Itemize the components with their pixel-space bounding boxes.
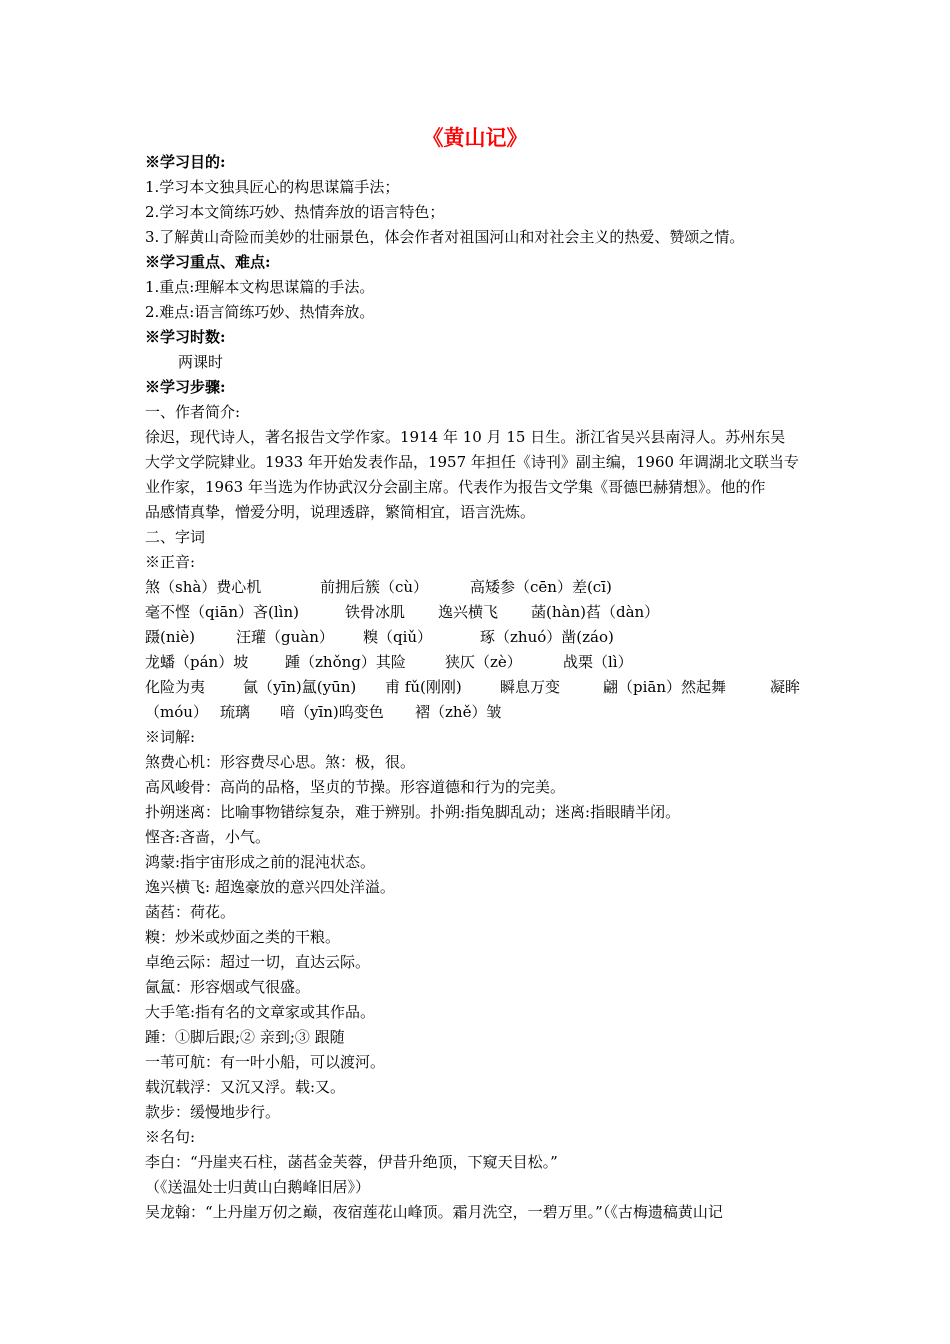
explanation-item: 菡萏：荷花。 xyxy=(145,903,236,921)
author-paragraph xyxy=(145,425,810,525)
pronunciation-row xyxy=(145,700,810,725)
pronunciation-entry: （móu） xyxy=(145,703,208,721)
pronunciation-entry: 踵（zhǒng）其险 xyxy=(285,653,406,671)
pronunciation-entry: 逸兴横飞 xyxy=(438,603,499,621)
hours-value: 两课时 xyxy=(178,353,224,371)
pronunciation-entry: 菡(hàn)萏（dàn） xyxy=(531,603,660,621)
pronunciation-entry: 前拥后簇（cù） xyxy=(320,578,429,596)
goal-item: 1.学习本文独具匠心的构思谋篇手法； xyxy=(145,178,400,196)
pronunciation-row xyxy=(145,575,810,600)
author-line: 徐迟，现代诗人，著名报告文学作家。1914 年 10 月 15 日生。浙江省吴兴县南浔人。苏州东吴 xyxy=(145,428,786,446)
explanation-item: 大手笔:指有名的文章家或其作品。 xyxy=(145,1003,376,1021)
pronunciation-entry: 凝眸 xyxy=(770,678,801,696)
explanation-item: 鸿蒙:指宇宙形成之前的混沌状态。 xyxy=(145,853,376,871)
words-heading: 二、字词 xyxy=(145,528,206,546)
pronunciation-entry: 毫不悭（qiān）吝(lìn) xyxy=(145,603,299,621)
pronunciation-entry: 褶（zhě）皱 xyxy=(415,703,502,721)
section-heading-goals: ※学习目的: xyxy=(145,153,226,171)
section-heading-hours: ※学习时数: xyxy=(145,328,226,346)
document-body xyxy=(145,150,810,1225)
explanation-heading: ※词解: xyxy=(145,728,196,746)
quote-line: 李白：“丹崖夹石柱，菡萏金芙蓉，伊昔升绝顶，下窥天目松。” xyxy=(145,1153,558,1171)
author-line: 大学文学院肄业。1933 年开始发表作品，1957 年担任《诗刊》副主编，1960 年调湖北文联当专 xyxy=(145,453,799,471)
pronunciation-row xyxy=(145,625,810,650)
pronunciation-heading: ※正音: xyxy=(145,553,196,571)
pronunciation-entry: 铁骨冰肌 xyxy=(345,603,406,621)
explanation-item: 煞费心机：形容费尽心思。煞：极，很。 xyxy=(145,753,416,771)
pronunciation-entry: 蹑(niè) xyxy=(145,628,196,646)
pronunciation-entry: 翩（piān）然起舞 xyxy=(603,678,727,696)
explanation-item: 卓绝云际：超过一切，直达云际。 xyxy=(145,953,371,971)
explanation-item: 踵：①脚后跟;② 亲到;③ 跟随 xyxy=(145,1028,345,1046)
author-heading: 一、作者简介: xyxy=(145,403,241,421)
quote-source: （《送温处士归黄山白鹅峰旧居》） xyxy=(145,1178,371,1196)
document-title: 《黄山记》 xyxy=(422,125,528,150)
pronunciation-entry: 喑（yīn)呜变色 xyxy=(280,703,384,721)
explanation-item: 一苇可航：有一叶小船，可以渡河。 xyxy=(145,1053,386,1071)
explanation-item: 悭吝:吝啬，小气。 xyxy=(145,828,271,846)
pronunciation-entry: 煞（shà）费心机 xyxy=(145,578,262,596)
pronunciation-entry: 化险为夷 xyxy=(145,678,206,696)
goal-item: 3.了解黄山奇险而美妙的壮丽景色，体会作者对祖国河山和对社会主义的热爱、赞颂之情。 xyxy=(145,228,745,246)
pronunciation-entry: 龙蟠（pán）坡 xyxy=(145,653,249,671)
focus-item: 1.重点:理解本文构思谋篇的手法。 xyxy=(145,278,375,296)
explanation-item: 氤氲：形容烟或气很盛。 xyxy=(145,978,311,996)
pronunciation-row xyxy=(145,675,810,700)
pronunciation-row xyxy=(145,650,810,675)
pronunciation-entry: 汪瓘（guàn） xyxy=(236,628,334,646)
explanation-item: 扑朔迷离：比喻事物错综复杂，难于辨别。扑朔:指兔脚乱动；迷离:指眼睛半闭。 xyxy=(145,803,681,821)
pronunciation-entry: 琢（zhuó）凿(záo) xyxy=(480,628,614,646)
pronunciation-entry: 瞬息万变 xyxy=(500,678,561,696)
pronunciation-entry: 甫 fǔ(刚刚) xyxy=(385,678,462,696)
pronunciation-row xyxy=(145,600,810,625)
explanation-item: 逸兴横飞: 超逸豪放的意兴四处洋溢。 xyxy=(145,878,395,896)
pronunciation-entry: 糗（qiǔ） xyxy=(363,628,433,646)
author-line: 业作家，1963 年当选为作协武汉分会副主席。代表作为报告文学集《哥德巴赫猜想》。他的作 xyxy=(145,478,766,496)
quote-line: 吴龙翰：“上丹崖万仞之巅，夜宿莲花山峰顶。霜月洗空，一碧万里。”（《古梅遗稿黄山记 xyxy=(145,1203,723,1221)
author-line: 品感情真挚，憎爱分明，说理透辟，繁简相宜，语言洗炼。 xyxy=(145,503,536,521)
pronunciation-entry: 高矮参（cēn）差(cī) xyxy=(470,578,612,596)
pronunciation-entry: 琉璃 xyxy=(220,703,251,721)
explanation-item: 高风峻骨：高尚的品格，坚贞的节操。形容道德和行为的完美。 xyxy=(145,778,566,796)
pronunciation-entry: 狭仄（zè） xyxy=(445,653,522,671)
explanation-item: 糗：炒米或炒面之类的干粮。 xyxy=(145,928,341,946)
explanation-item: 款步：缓慢地步行。 xyxy=(145,1103,281,1121)
section-heading-focus: ※学习重点、难点: xyxy=(145,253,271,271)
section-heading-steps: ※学习步骤: xyxy=(145,378,226,396)
focus-item: 2.难点:语言简练巧妙、热情奔放。 xyxy=(145,303,375,321)
explanation-item: 载沉载浮：又沉又浮。载:又。 xyxy=(145,1078,346,1096)
goal-item: 2.学习本文简练巧妙、热情奔放的语言特色； xyxy=(145,203,445,221)
pronunciation-entry: 氤（yīn)氲(yūn) xyxy=(243,678,357,696)
pronunciation-entry: 战栗（lì） xyxy=(563,653,633,671)
quotes-heading: ※名句: xyxy=(145,1128,196,1146)
